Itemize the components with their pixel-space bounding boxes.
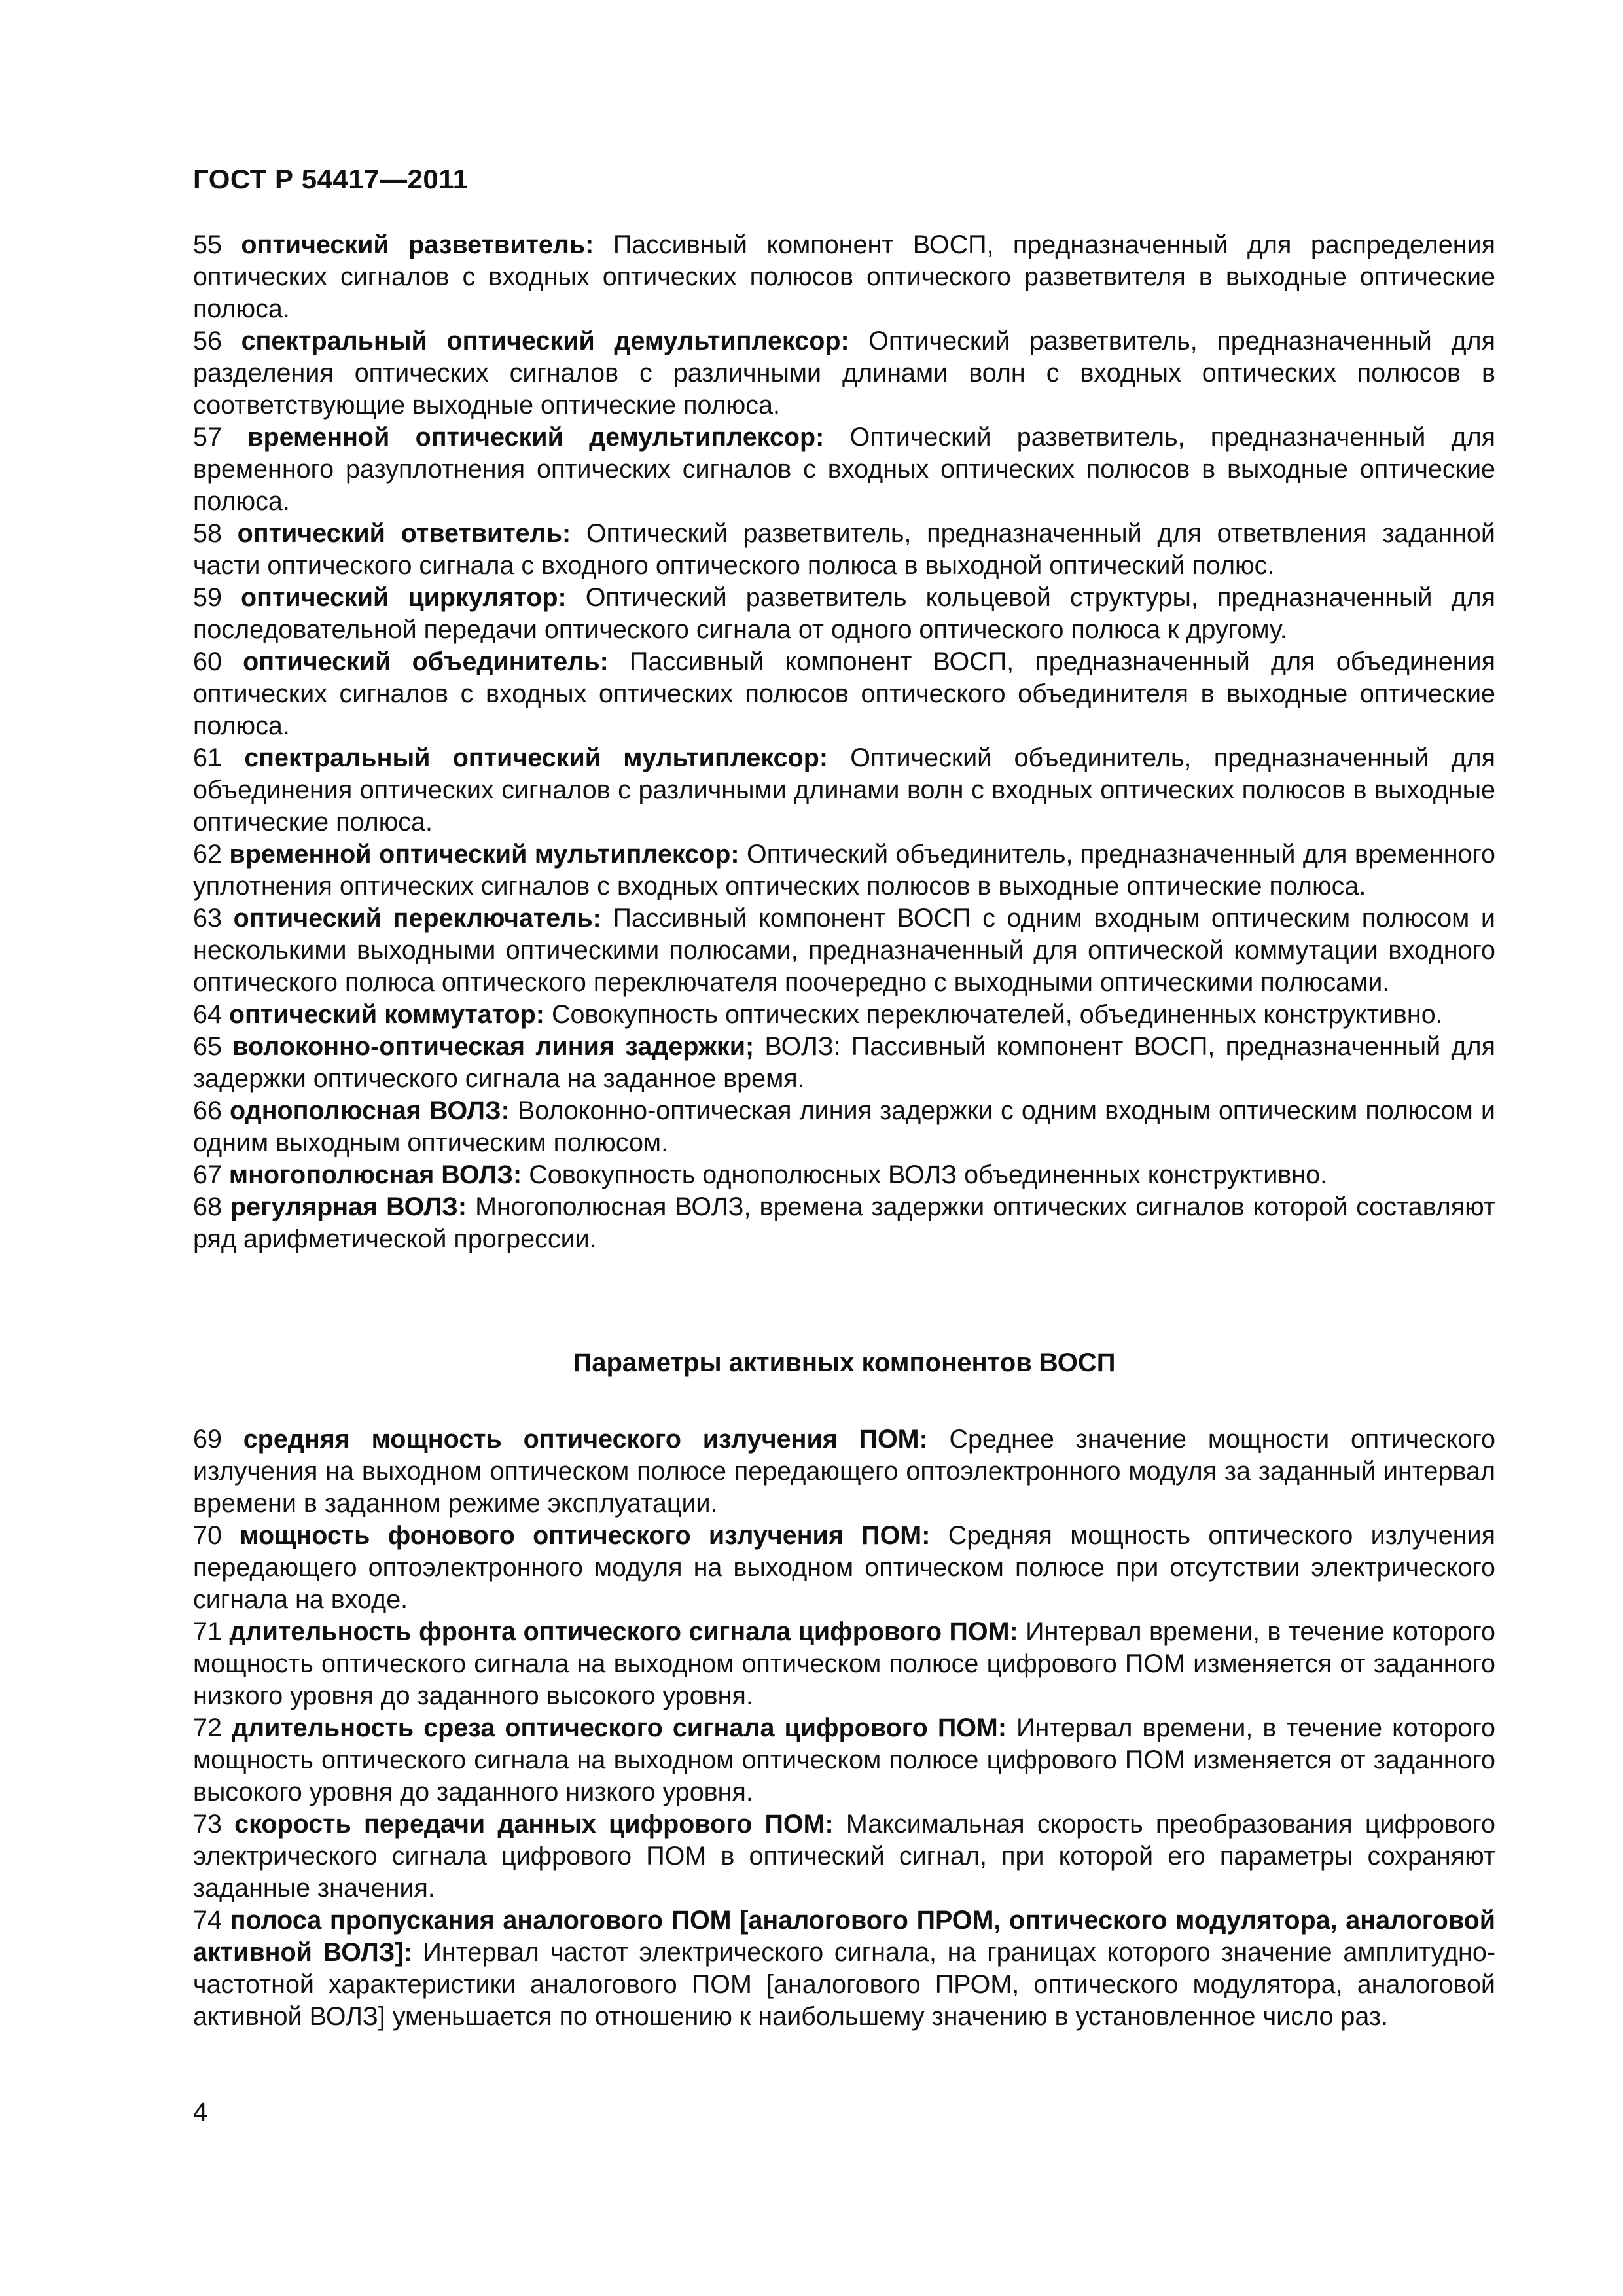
section-heading: Параметры активных компонентов ВОСП <box>573 1348 1116 1377</box>
entry-number: 58 <box>193 519 222 548</box>
entry-definition: Совокупность однополюсных ВОЛЗ объединенных конструктивно. <box>529 1160 1328 1189</box>
entry-term: средняя мощность оптического излучения ПОМ: <box>243 1425 928 1454</box>
entry-definition: Среднее значение мощности оптического излучения на выходном оптическом полюсе передающего оптоэлектронного модуля за заданный интервал времени в заданном режиме эксплуатации. <box>193 1425 1495 1518</box>
entry-number: 71 <box>193 1617 222 1646</box>
entry-definition: Интервал частот электрического сигнала, на границах которого значение амплитудно-частотной характеристики аналогового ПОМ [аналогового ПРОМ, оптического модулятора, аналоговой активной ВОЛЗ] уменьшается по отношению к наибольшему значению в установленное число раз. <box>193 1938 1495 2031</box>
entry-number: 57 <box>193 423 222 452</box>
definition-entry <box>193 903 1495 999</box>
entry-number: 69 <box>193 1425 222 1454</box>
entry-definition: Многополюсная ВОЛЗ, времена задержки оптических сигналов которой составляют ряд арифметической прогрессии. <box>193 1193 1495 1253</box>
definition-entry <box>193 742 1495 838</box>
entry-number: 62 <box>193 840 222 869</box>
entry-term: полоса пропускания аналогового ПОМ [аналогового ПРОМ, оптического модулятора, аналоговой активной ВОЛЗ]: <box>193 1906 1495 1967</box>
entry-definition: Оптический разветвитель, предназначенный для разделения оптических сигналов с различными длинами волн с входных оптических полюсов в соответствующие выходные оптические полюса. <box>193 327 1495 420</box>
entry-definition: Максимальная скорость преобразования цифрового электрического сигнала цифрового ПОМ в оптический сигнал, при которой его параметры сохраняют заданные значения. <box>193 1810 1495 1903</box>
entry-number: 61 <box>193 744 222 772</box>
entry-definition: Интервал времени, в течение которого мощность оптического сигнала на выходном оптическом полюсе цифрового ПОМ изменяется от заданного высокого уровня до заданного низкого уровня. <box>193 1713 1495 1806</box>
entry-term: мощность фонового оптического излучения ПОМ: <box>240 1521 931 1550</box>
entry-number: 74 <box>193 1906 222 1935</box>
entry-definition: Оптический объединитель, предназначенный для временного уплотнения оптических сигналов с входных оптических полюсов в выходные оптические полюса. <box>193 840 1495 901</box>
entry-term: спектральный оптический демультиплексор: <box>241 327 849 355</box>
definition-entry <box>193 229 1495 325</box>
definition-entry <box>193 325 1495 422</box>
entry-definition: Волоконно-оптическая линия задержки с одним входным оптическим полюсом и одним выходным оптическим полюсом. <box>193 1096 1495 1157</box>
entry-number: 63 <box>193 904 222 933</box>
definition-entry <box>193 1905 1495 2033</box>
entry-definition: Оптический разветвитель, предназначенный для временного разуплотнения оптических сигналов с входных оптических полюсов в выходные оптические полюса. <box>193 423 1496 516</box>
entry-term: длительность фронта оптического сигнала цифрового ПОМ: <box>229 1617 1018 1646</box>
definition-entry <box>193 999 1495 1031</box>
entry-term: временной оптический мультиплексор: <box>229 840 740 869</box>
entry-definition: Оптический разветвитель, предназначенный для ответвления заданной части оптического сигнала с входного оптического полюса в выходной оптический полюс. <box>193 519 1495 580</box>
definition-entry <box>193 1031 1495 1095</box>
entry-definition: Оптический объединитель, предназначенный для объединения оптических сигналов с различными длинами волн с входных оптических полюсов в выходные оптические полюса. <box>193 744 1495 836</box>
definition-entry <box>193 1424 1495 1520</box>
entry-definition: ВОЛЗ: Пассивный компонент ВОСП, предназначенный для задержки оптического сигнала на заданное время. <box>193 1032 1495 1093</box>
definition-entry <box>193 1095 1495 1159</box>
definition-entry <box>193 1520 1495 1616</box>
entry-number: 67 <box>193 1160 222 1189</box>
entry-term: волоконно-оптическая линия задержки; <box>232 1032 755 1061</box>
entry-definition: Совокупность оптических переключателей, объединенных конструктивно. <box>551 1000 1443 1029</box>
entry-term: многополюсная ВОЛЗ: <box>228 1160 522 1189</box>
entry-term: оптический разветвитель: <box>241 230 594 259</box>
definition-entry <box>193 646 1495 742</box>
definition-entry <box>193 422 1495 518</box>
definition-entry <box>193 582 1495 646</box>
entry-definition: Средняя мощность оптического излучения передающего оптоэлектронного модуля на выходном оптическом полюсе при отсутствии электрического сигнала на входе. <box>193 1521 1495 1614</box>
definition-entry <box>193 1159 1495 1191</box>
entry-term: однополюсная ВОЛЗ: <box>230 1096 510 1125</box>
entry-number: 55 <box>193 230 222 259</box>
definitions-block-passive <box>193 229 1495 1255</box>
entry-term: оптический циркулятор: <box>241 583 567 612</box>
entry-definition: Пассивный компонент ВОСП, предназначенный для объединения оптических сигналов с входных оптических полюсов оптического объединителя в выходные оптические полюса. <box>193 647 1495 740</box>
standard-header: ГОСТ Р 54417—2011 <box>193 164 469 194</box>
entry-term: оптический переключатель: <box>233 904 601 933</box>
definitions-block-active <box>193 1424 1495 2033</box>
entry-number: 70 <box>193 1521 222 1550</box>
definition-entry <box>193 1616 1495 1712</box>
page-number: 4 <box>193 2098 208 2126</box>
definition-entry <box>193 1808 1495 1905</box>
entry-number: 73 <box>193 1810 222 1839</box>
entry-term: оптический ответвитель: <box>237 519 571 548</box>
entry-term: скорость передачи данных цифрового ПОМ: <box>234 1810 834 1839</box>
definition-entry <box>193 1191 1495 1255</box>
entry-term: временной оптический демультиплексор: <box>247 423 825 452</box>
entry-number: 60 <box>193 647 222 676</box>
entry-definition: Оптический разветвитель кольцевой структуры, предназначенный для последовательной передачи оптического сигнала от одного оптического полюса к другому. <box>193 583 1495 644</box>
definition-entry <box>193 518 1495 582</box>
entry-definition: Пассивный компонент ВОСП, предназначенный для распределения оптических сигналов с входных оптических полюсов оптического разветвителя в выходные оптические полюса. <box>193 230 1495 323</box>
entry-number: 56 <box>193 327 222 355</box>
entry-number: 72 <box>193 1713 222 1742</box>
entry-number: 65 <box>193 1032 222 1061</box>
entry-definition: Пассивный компонент ВОСП с одним входным оптическим полюсом и несколькими выходными оптическими полюсами, предназначенный для оптической коммутации входного оптического полюса оптического переключателя поочередно с выходными оптическими полюсами. <box>193 904 1495 997</box>
entry-number: 59 <box>193 583 222 612</box>
entry-number: 68 <box>193 1193 222 1221</box>
entry-number: 64 <box>193 1000 222 1029</box>
entry-term: регулярная ВОЛЗ: <box>230 1193 467 1221</box>
entry-term: оптический объединитель: <box>243 647 609 676</box>
definition-entry <box>193 1712 1495 1808</box>
definition-entry <box>193 838 1495 903</box>
entry-number: 66 <box>193 1096 222 1125</box>
entry-definition: Интервал времени, в течение которого мощность оптического сигнала на выходном оптическом полюсе цифрового ПОМ изменяется от заданного низкого уровня до заданного высокого уровня. <box>193 1617 1495 1710</box>
entry-term: длительность среза оптического сигнала цифрового ПОМ: <box>231 1713 1007 1742</box>
entry-term: спектральный оптический мультиплексор: <box>244 744 828 772</box>
entry-term: оптический коммутатор: <box>228 1000 544 1029</box>
